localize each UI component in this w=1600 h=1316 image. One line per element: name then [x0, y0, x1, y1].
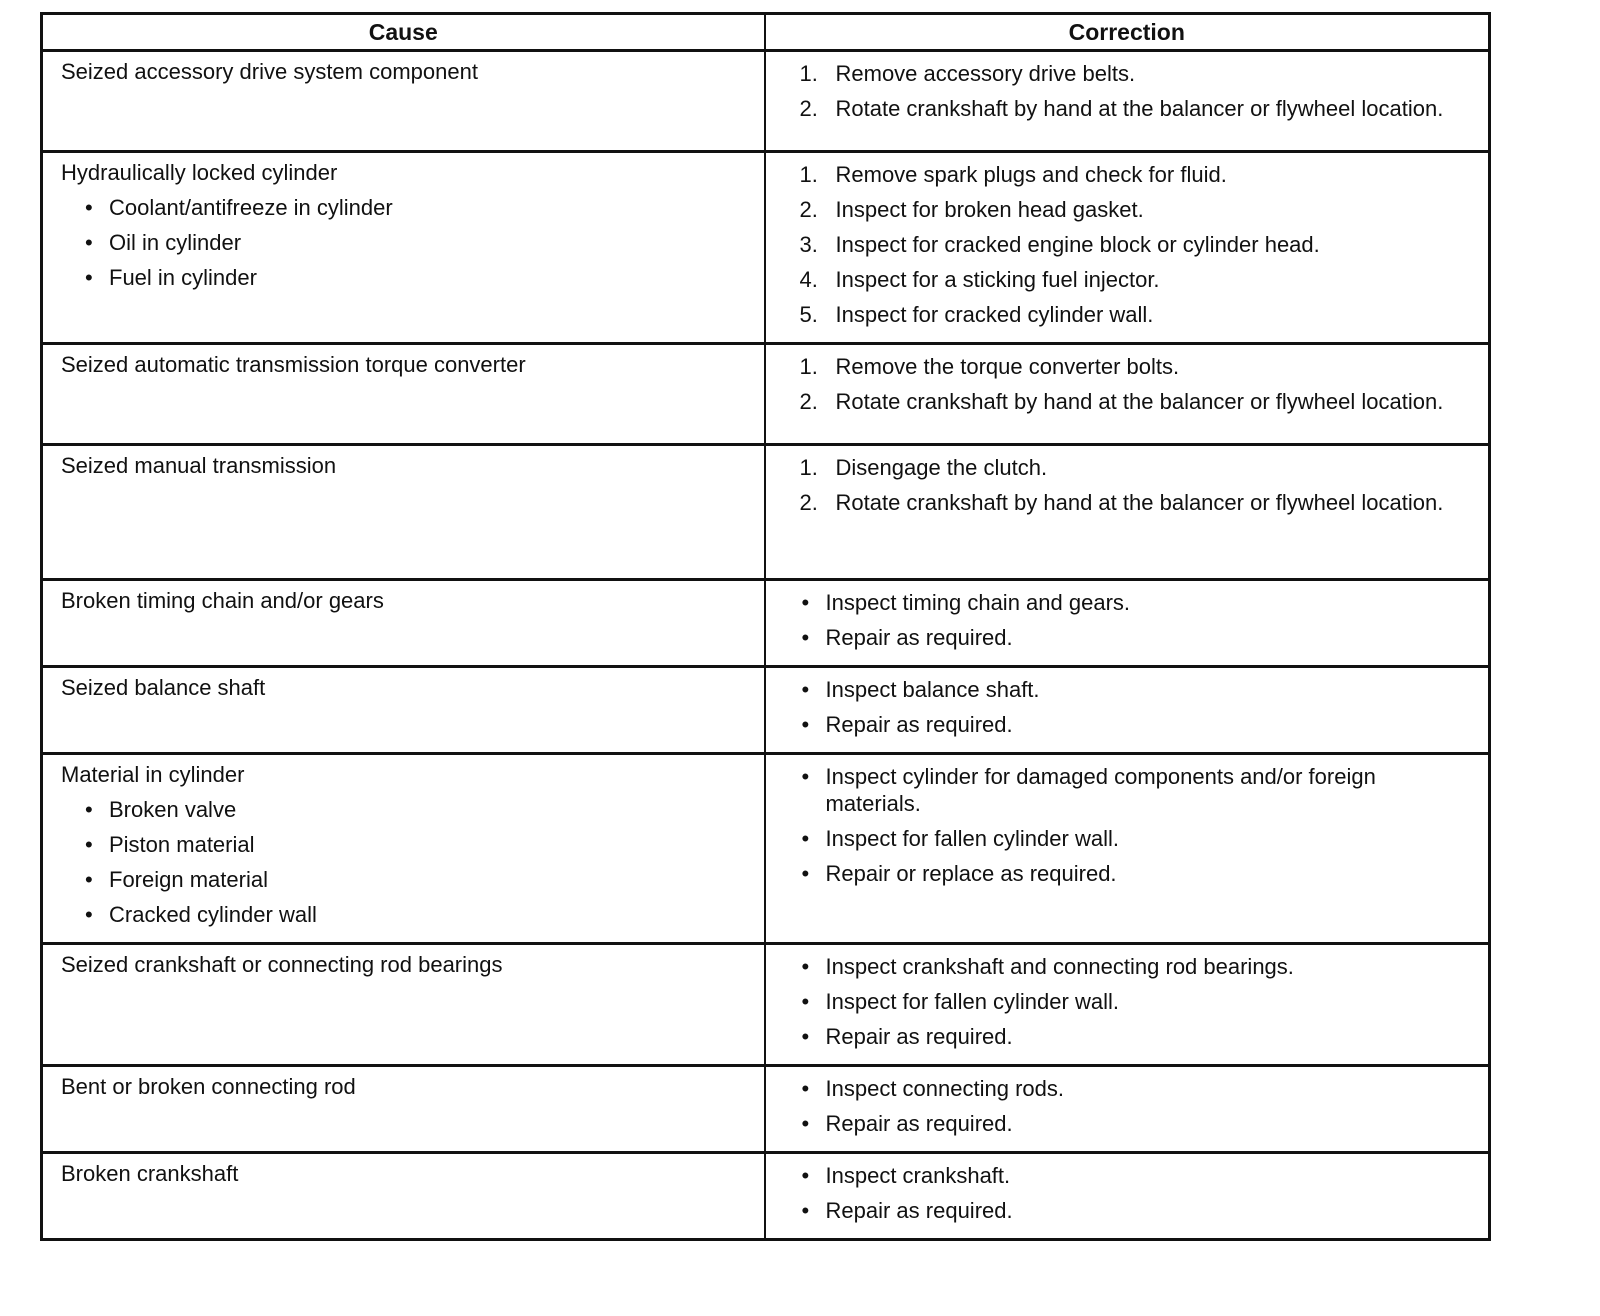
correction-steps-list: [800, 161, 1449, 328]
correction-bullet: • Inspect timing chain and gears.: [800, 589, 1449, 616]
cause-sub-item: • Piston material: [85, 831, 754, 858]
step-number: 2.: [799, 96, 818, 121]
cause-text: Material in cylinder: [61, 762, 245, 787]
correction-bullet-list: [800, 953, 1449, 1050]
correction-bullet: • Inspect for fallen cylinder wall.: [800, 825, 1449, 852]
step-text: Rotate crankshaft by hand at the balancer or flywheel location.: [835, 96, 1444, 121]
cause-text: Hydraulically locked cylinder: [61, 160, 338, 185]
step-text: Inspect for broken head gasket.: [835, 197, 1144, 222]
correction-cell: [765, 152, 1490, 344]
step-number: 4.: [799, 267, 818, 292]
correction-step: [800, 196, 1449, 223]
correction-step: [800, 353, 1449, 380]
correction-bullet: • Inspect cylinder for damaged components and/or foreign materials.: [800, 763, 1449, 817]
correction-step: [800, 161, 1449, 188]
step-number: 2.: [799, 197, 818, 222]
correction-steps-list: [800, 454, 1449, 516]
correction-cell: [765, 344, 1490, 445]
correction-cell: [765, 1153, 1490, 1240]
correction-step: [800, 231, 1449, 258]
step-number: 1.: [799, 61, 818, 86]
cause-sub-item: • Coolant/antifreeze in cylinder: [85, 194, 754, 221]
step-number: 3.: [799, 232, 818, 257]
cause-sub-item: • Cracked cylinder wall: [85, 901, 754, 928]
correction-step: [800, 454, 1449, 481]
cause-cell: [42, 754, 765, 944]
correction-bullet-list: [800, 1075, 1449, 1137]
cause-text: Bent or broken connecting rod: [61, 1074, 356, 1099]
cause-cell: [42, 667, 765, 754]
cause-cell: [42, 1153, 765, 1240]
correction-cell: [765, 667, 1490, 754]
correction-bullet-list: [800, 763, 1449, 887]
correction-bullet: • Repair as required.: [800, 1110, 1449, 1137]
correction-cell: [765, 1066, 1490, 1153]
cause-cell: [42, 344, 765, 445]
cause-sub-item: • Fuel in cylinder: [85, 264, 754, 291]
table-row: [42, 1153, 1490, 1240]
correction-bullet: • Repair as required.: [800, 624, 1449, 651]
cause-sub-list: [61, 796, 754, 928]
cause-cell: [42, 152, 765, 344]
step-text: Inspect for a sticking fuel injector.: [835, 267, 1160, 292]
table-row: [42, 445, 1490, 580]
cause-text: Seized accessory drive system component: [61, 59, 478, 84]
correction-bullet: • Repair as required.: [800, 1023, 1449, 1050]
step-number: 2.: [799, 389, 818, 414]
cause-sub-item: • Oil in cylinder: [85, 229, 754, 256]
step-number: 2.: [799, 490, 818, 515]
cause-sub-list: [61, 194, 754, 291]
correction-bullet: • Repair or replace as required.: [800, 860, 1449, 887]
table-row: [42, 1066, 1490, 1153]
cause-text: Broken crankshaft: [61, 1161, 239, 1186]
step-number: 1.: [799, 162, 818, 187]
correction-steps-list: [800, 353, 1449, 415]
cause-cell: [42, 445, 765, 580]
step-text: Remove the torque converter bolts.: [835, 354, 1180, 379]
correction-cell: [765, 51, 1490, 152]
cause-sub-item: • Foreign material: [85, 866, 754, 893]
correction-bullet: • Inspect connecting rods.: [800, 1075, 1449, 1102]
correction-column-header: Correction: [765, 14, 1490, 51]
cause-text: Seized balance shaft: [61, 675, 266, 700]
correction-steps-list: [800, 60, 1449, 122]
correction-bullet: • Inspect balance shaft.: [800, 676, 1449, 703]
table-row: [42, 580, 1490, 667]
cause-text: Seized automatic transmission torque converter: [61, 352, 526, 377]
correction-step: [800, 266, 1449, 293]
step-text: Remove spark plugs and check for fluid.: [835, 162, 1227, 187]
correction-cell: [765, 944, 1490, 1066]
table-row: [42, 51, 1490, 152]
correction-step: [800, 489, 1449, 516]
correction-bullet: • Inspect for fallen cylinder wall.: [800, 988, 1449, 1015]
cause-cell: [42, 51, 765, 152]
step-number: 1.: [799, 455, 818, 480]
cause-text: Broken timing chain and/or gears: [61, 588, 384, 613]
correction-bullet: • Inspect crankshaft and connecting rod bearings.: [800, 953, 1449, 980]
step-text: Inspect for cracked engine block or cylinder head.: [835, 232, 1320, 257]
correction-bullet: • Repair as required.: [800, 711, 1449, 738]
table-row: [42, 344, 1490, 445]
cause-correction-table: [40, 12, 1491, 1241]
table-row: [42, 667, 1490, 754]
table-row: [42, 944, 1490, 1066]
cause-cell: [42, 1066, 765, 1153]
correction-cell: [765, 754, 1490, 944]
step-number: 1.: [799, 354, 818, 379]
correction-bullet-list: [800, 676, 1449, 738]
correction-cell: [765, 580, 1490, 667]
step-text: Inspect for cracked cylinder wall.: [835, 302, 1154, 327]
step-text: Rotate crankshaft by hand at the balancer or flywheel location.: [835, 490, 1444, 515]
correction-cell: [765, 445, 1490, 580]
cause-cell: [42, 580, 765, 667]
table-row: [42, 152, 1490, 344]
correction-step: [800, 301, 1449, 328]
cause-text: Seized crankshaft or connecting rod bearings: [61, 952, 503, 977]
step-number: 5.: [799, 302, 818, 327]
correction-step: [800, 388, 1449, 415]
step-text: Remove accessory drive belts.: [835, 61, 1136, 86]
cause-text: Seized manual transmission: [61, 453, 337, 478]
cause-cell: [42, 944, 765, 1066]
correction-bullet-list: [800, 1162, 1449, 1224]
table-header-row: [42, 14, 1490, 51]
table-body: [42, 51, 1490, 1240]
cause-sub-item: • Broken valve: [85, 796, 754, 823]
step-text: Rotate crankshaft by hand at the balancer or flywheel location.: [835, 389, 1444, 414]
correction-step: [800, 60, 1449, 87]
correction-bullet-list: [800, 589, 1449, 651]
correction-bullet: • Inspect crankshaft.: [800, 1162, 1449, 1189]
table-row: [42, 754, 1490, 944]
correction-bullet: • Repair as required.: [800, 1197, 1449, 1224]
step-text: Disengage the clutch.: [835, 455, 1048, 480]
cause-column-header: Cause: [42, 14, 765, 51]
correction-step: [800, 95, 1449, 122]
